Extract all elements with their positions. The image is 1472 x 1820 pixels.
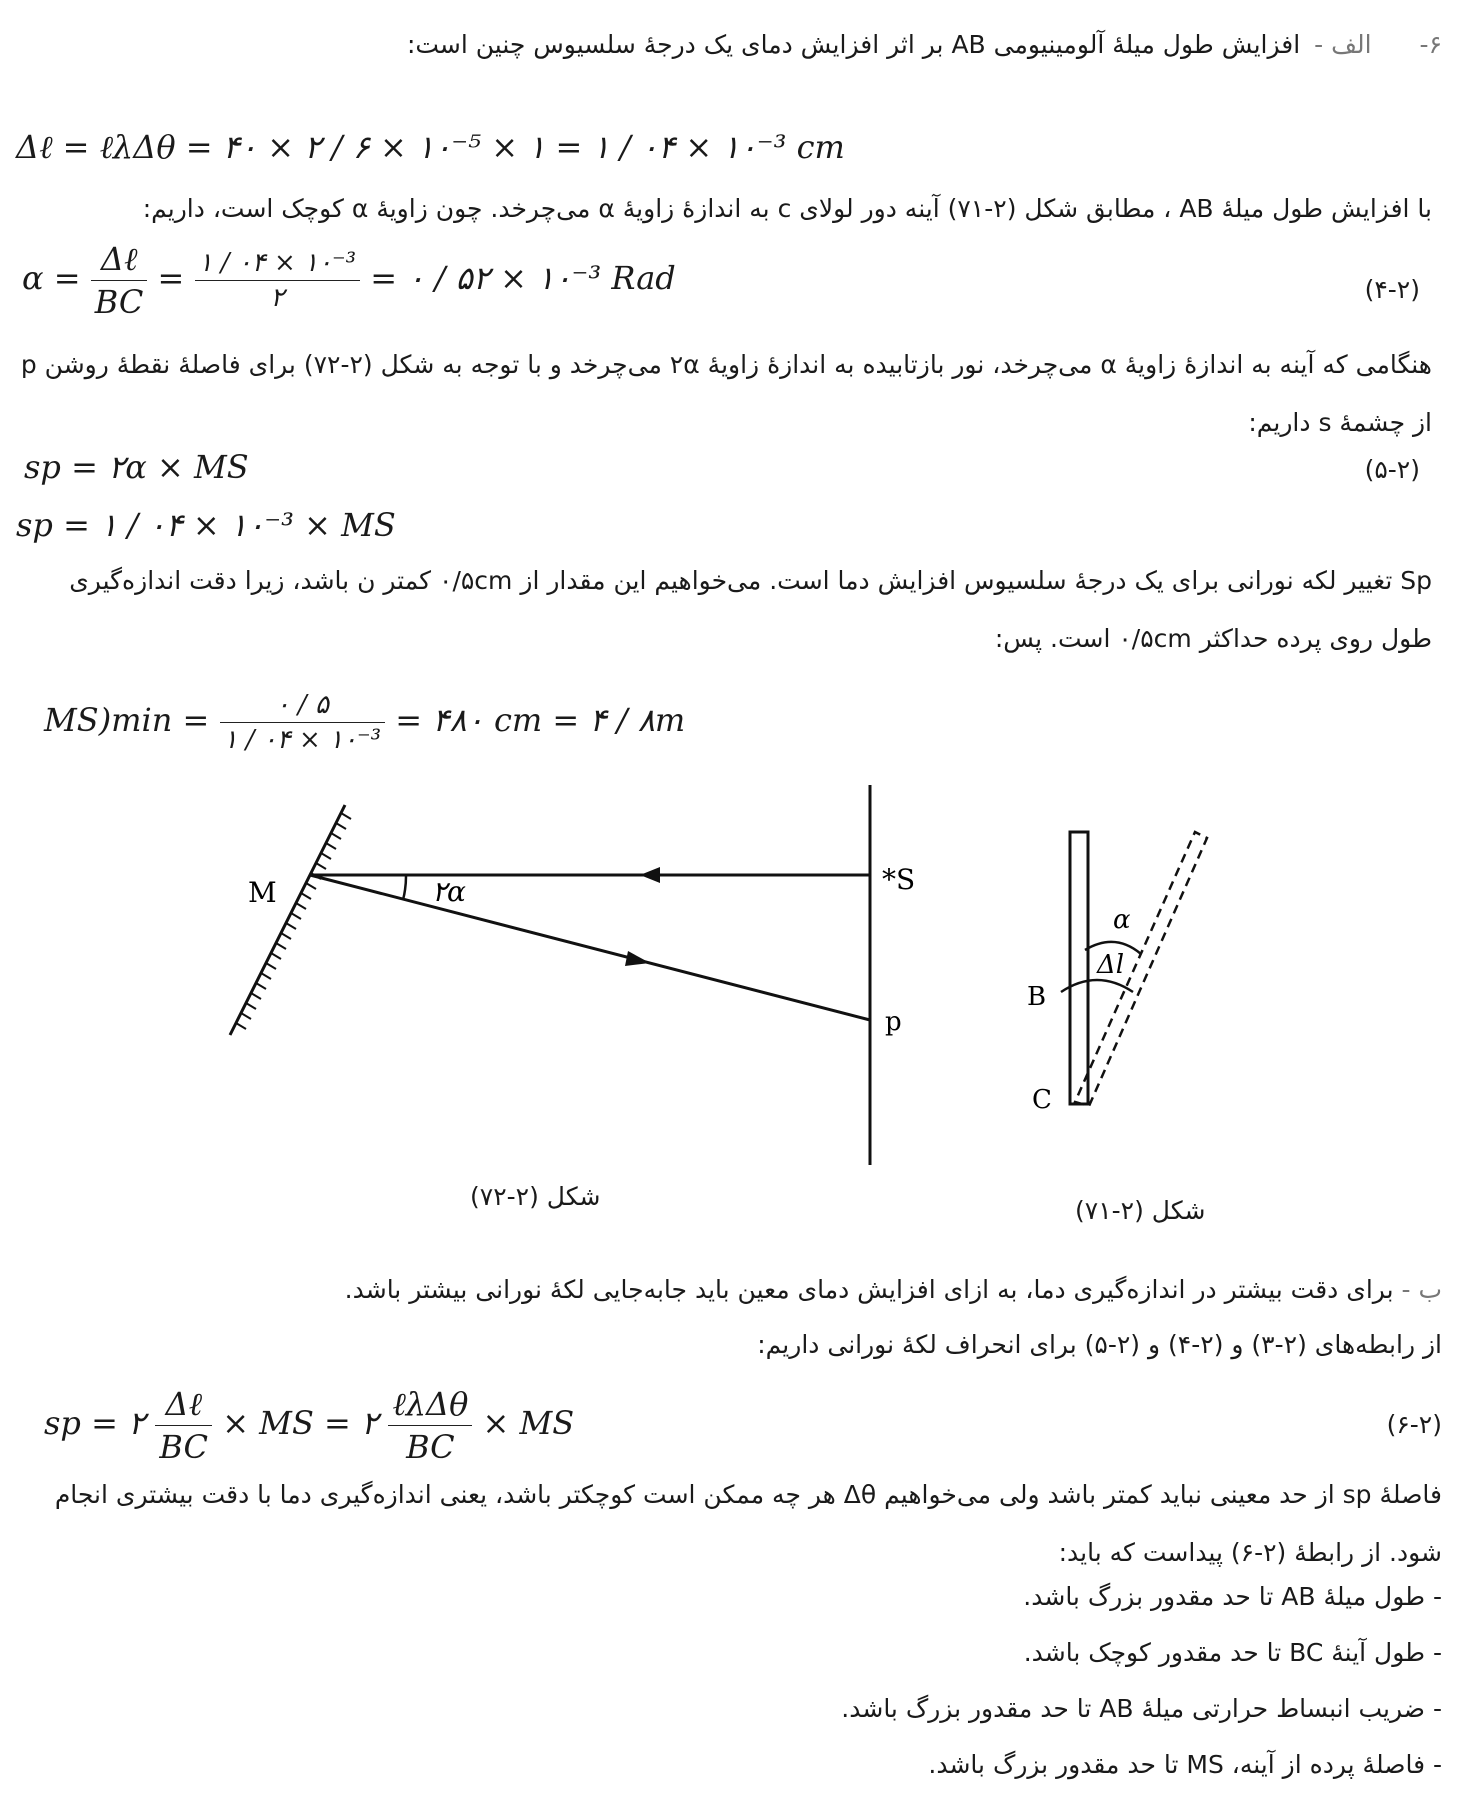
eq2-frac2-den: ۲ xyxy=(270,283,285,313)
eq5-frac xyxy=(220,690,386,755)
label-p: p xyxy=(885,1007,902,1037)
angle-arc xyxy=(403,875,406,900)
eq5-lhs: MS)min = xyxy=(44,701,210,739)
label-M: M xyxy=(248,876,277,909)
part-b-line-2: از رابطه‌های (۲-۳) و (۲-۴) و (۲-۵) برای انحراف لکهٔ نورانی داریم: xyxy=(757,1330,1442,1359)
eq2-number: (۴-۲) xyxy=(1364,275,1420,304)
paragraph-2: هنگامی که آینه به اندازهٔ زاویهٔ α می‌چرخد، نور بازتابیده به اندازهٔ زاویهٔ ۲α می‌چرخد و با توجه به شکل (۲-۷۲) برای فاصلهٔ نقطهٔ روشن p از چشمهٔ s داریم: xyxy=(20,350,1432,437)
part-label: الف - xyxy=(1314,30,1372,59)
eq2-lhs: α = xyxy=(22,259,81,297)
rotated-mirror-dashed xyxy=(1075,832,1207,1106)
eq2-eq-sign: = xyxy=(157,259,185,297)
eq2-frac1-den: BC xyxy=(94,283,144,321)
eq2-frac2-num: ۱ / ۰۴ × ۱۰⁻³ xyxy=(195,248,361,281)
mirror-line xyxy=(230,805,345,1035)
part-b-text-1: برای دقت بیشتر در اندازه‌گیری دما، به ازای افزایش دمای معین باید جابه‌جایی لکهٔ نورانی بیشتر باشد. xyxy=(344,1275,1394,1304)
label-angle-2alpha: ۲α xyxy=(432,875,466,908)
equation-sp-1: sp = ۲α × MS xyxy=(24,448,249,486)
reflected-ray xyxy=(310,875,870,1020)
label-C: C xyxy=(1032,1085,1052,1115)
eq5-rhs: = ۴۸۰ cm = ۴ / ۸m xyxy=(395,701,686,739)
reflected-arrow xyxy=(625,951,650,966)
label-alpha: α xyxy=(1113,905,1131,935)
rod-ab xyxy=(1070,832,1088,1104)
eq2-rhs: = ۰ / ۵۲ × ۱۰⁻³ Rad xyxy=(370,259,676,297)
header-line xyxy=(407,30,1442,59)
label-delta-l: Δl xyxy=(1097,950,1125,980)
bullet-item: - طول آینهٔ BC تا حد مقدور کوچک باشد. xyxy=(1023,1638,1442,1667)
figure-71-diagram xyxy=(1015,820,1235,1120)
equation-sp-2: sp = ۱ / ۰۴ × ۱۰⁻³ × MS xyxy=(16,506,396,544)
eq5-frac-num: ۰ / ۵ xyxy=(220,690,386,723)
eq6-lhs: sp = ۲ xyxy=(44,1404,146,1442)
figure-71-caption: شکل (۲-۷۱) xyxy=(1075,1196,1206,1225)
equation-sp-general xyxy=(44,1385,574,1466)
figure-72-diagram xyxy=(210,775,930,1175)
label-B: B xyxy=(1027,982,1047,1012)
equation-alpha xyxy=(22,240,676,321)
eq6-frac2-den: BC xyxy=(406,1428,455,1466)
eq6-frac1-num: Δℓ xyxy=(155,1385,212,1426)
eq6-number: (۶-۲) xyxy=(1386,1410,1442,1439)
header-text: افزایش طول میلهٔ آلومینیومی AB بر اثر افزایش دمای یک درجهٔ سلسیوس چنین است: xyxy=(406,30,1301,59)
paragraph-1: با افزایش طول میلهٔ AB ، مطابق شکل (۲-۷۱) آینه دور لولای c به اندازهٔ زاویهٔ α می‌چرخد. چون زاویهٔ α کوچک است، داریم: xyxy=(142,194,1432,223)
eq2-frac1 xyxy=(91,240,148,321)
mirror-hatching xyxy=(236,813,351,1029)
equation-delta-l: Δℓ = ℓλΔθ = ۴۰ × ۲ / ۶ × ۱۰⁻⁵ × ۱ = ۱ / ۰۴ × ۱۰⁻³ cm xyxy=(16,128,845,166)
bullet-item: - فاصلهٔ پرده از آینه، MS تا حد مقدور بزرگ باشد. xyxy=(928,1750,1442,1779)
eq6-rhs: × MS xyxy=(482,1404,575,1442)
eq6-frac2-num: ℓλΔθ xyxy=(388,1385,472,1426)
paragraph-3: Sp تغییر لکه نورانی برای یک درجهٔ سلسیوس افزایش دما است. می‌خواهیم این مقدار از ۰/۵cm کمتر ن باشد، زیرا دقت اندازه‌گیری طول روی پرده حداکثر ۰/۵cm است. پس: xyxy=(69,566,1432,653)
part-b-label: ب - xyxy=(1401,1275,1442,1304)
eq2-frac1-num: Δℓ xyxy=(91,240,148,281)
eq6-frac2 xyxy=(388,1385,472,1466)
eq6-frac1-den: BC xyxy=(159,1428,209,1466)
eq6-mid: × MS = ۲ xyxy=(222,1404,379,1442)
figure-72-caption: شکل (۲-۷۲) xyxy=(470,1182,601,1211)
eq6-frac1 xyxy=(155,1385,212,1466)
paragraph-4: فاصلهٔ sp از حد معینی نباید کمتر باشد ولی می‌خواهیم Δθ هر چه ممکن است کوچکتر باشد، یعنی اندازه‌گیری دما با دقت بیشتری انجام شود. از رابطهٔ (۲-۶) پیداست که باید: xyxy=(54,1480,1442,1567)
eq2-frac2 xyxy=(195,248,361,313)
bullet-item: - طول میلهٔ AB تا حد مقدور بزرگ باشد. xyxy=(1023,1582,1442,1611)
part-b-line-1 xyxy=(345,1275,1442,1304)
incident-arrow xyxy=(640,867,660,883)
equation-ms-min xyxy=(44,690,685,755)
bullet-item: - ضریب انبساط حرارتی میلهٔ AB تا حد مقدور بزرگ باشد. xyxy=(841,1694,1442,1723)
label-S: *S xyxy=(882,863,916,896)
eq3-number: (۵-۲) xyxy=(1364,455,1420,484)
problem-number: ۶- xyxy=(1419,30,1442,59)
eq5-frac-den: ۱ / ۰۴ × ۱۰⁻³ xyxy=(223,725,382,755)
